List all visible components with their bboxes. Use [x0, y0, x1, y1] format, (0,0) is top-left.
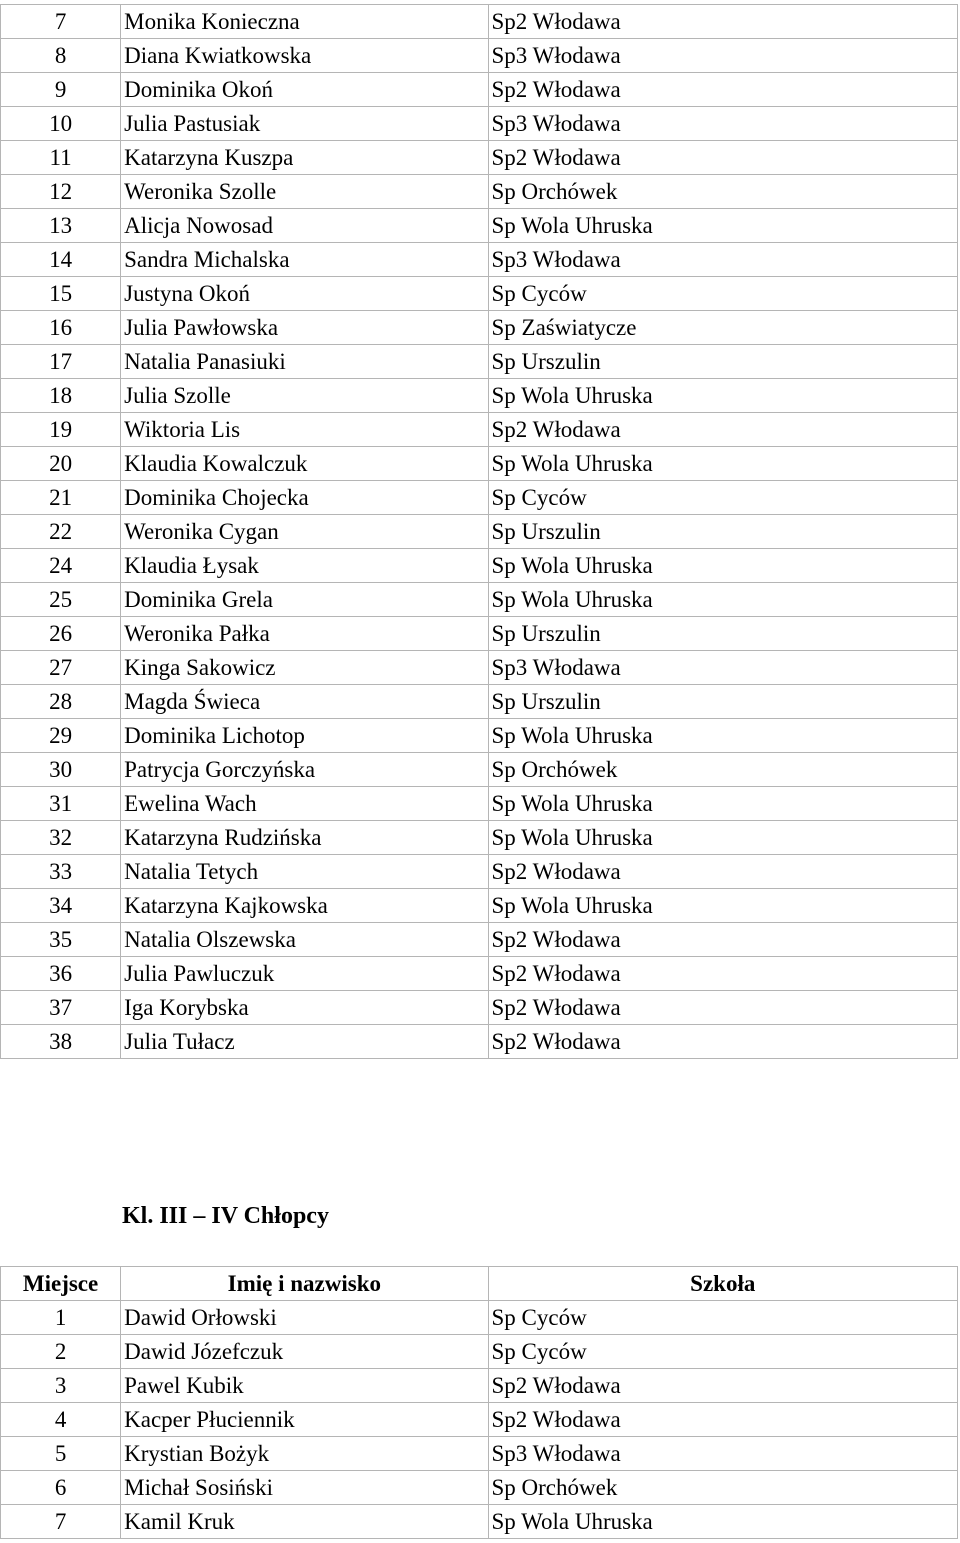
school-cell: Sp Wola Uhruska — [488, 821, 958, 855]
place-cell: 13 — [1, 209, 121, 243]
place-cell: 31 — [1, 787, 121, 821]
place-cell: 9 — [1, 73, 121, 107]
school-cell: Sp Orchówek — [488, 175, 958, 209]
table-row — [1, 311, 958, 345]
school-cell: Sp2 Włodawa — [488, 991, 958, 1025]
school-cell: Sp3 Włodawa — [488, 243, 958, 277]
school-cell: Sp2 Włodawa — [488, 141, 958, 175]
place-cell: 2 — [1, 1335, 121, 1369]
name-cell: Kamil Kruk — [121, 1505, 488, 1539]
boys-results-table — [0, 1266, 958, 1539]
name-cell: Michał Sosiński — [121, 1471, 488, 1505]
name-cell: Kacper Płuciennik — [121, 1403, 488, 1437]
table-row — [1, 1471, 958, 1505]
section-heading: Kl. III – IV Chłopcy — [122, 1203, 329, 1229]
place-cell: 30 — [1, 753, 121, 787]
table-row — [1, 379, 958, 413]
school-cell: Sp Wola Uhruska — [488, 583, 958, 617]
school-cell: Sp Wola Uhruska — [488, 719, 958, 753]
place-cell: 38 — [1, 1025, 121, 1059]
place-cell: 27 — [1, 651, 121, 685]
name-cell: Dominika Chojecka — [121, 481, 488, 515]
name-cell: Dominika Okoń — [121, 73, 488, 107]
table-row — [1, 787, 958, 821]
place-cell: 35 — [1, 923, 121, 957]
header-place: Miejsce — [1, 1267, 121, 1301]
table-row — [1, 39, 958, 73]
table-row — [1, 209, 958, 243]
table-row — [1, 175, 958, 209]
table-row — [1, 821, 958, 855]
school-cell: Sp2 Włodawa — [488, 1369, 958, 1403]
place-cell: 18 — [1, 379, 121, 413]
table-row — [1, 855, 958, 889]
name-cell: Natalia Panasiuki — [121, 345, 488, 379]
name-cell: Katarzyna Rudzińska — [121, 821, 488, 855]
school-cell: Sp Cyców — [488, 277, 958, 311]
school-cell: Sp Cyców — [488, 481, 958, 515]
table-row — [1, 515, 958, 549]
name-cell: Dominika Grela — [121, 583, 488, 617]
school-cell: Sp Wola Uhruska — [488, 787, 958, 821]
school-cell: Sp3 Włodawa — [488, 651, 958, 685]
name-cell: Dawid Józefczuk — [121, 1335, 488, 1369]
school-cell: Sp Wola Uhruska — [488, 549, 958, 583]
table-row — [1, 107, 958, 141]
school-cell: Sp Urszulin — [488, 617, 958, 651]
name-cell: Weronika Pałka — [121, 617, 488, 651]
table-row — [1, 651, 958, 685]
table-row — [1, 447, 958, 481]
table-row — [1, 991, 958, 1025]
school-cell: Sp Wola Uhruska — [488, 1505, 958, 1539]
school-cell: Sp2 Włodawa — [488, 923, 958, 957]
school-cell: Sp Urszulin — [488, 685, 958, 719]
place-cell: 4 — [1, 1403, 121, 1437]
school-cell: Sp2 Włodawa — [488, 5, 958, 39]
school-cell: Sp Wola Uhruska — [488, 889, 958, 923]
place-cell: 8 — [1, 39, 121, 73]
name-cell: Iga Korybska — [121, 991, 488, 1025]
school-cell: Sp Orchówek — [488, 753, 958, 787]
school-cell: Sp Urszulin — [488, 515, 958, 549]
name-cell: Magda Świeca — [121, 685, 488, 719]
place-cell: 14 — [1, 243, 121, 277]
table-row — [1, 617, 958, 651]
place-cell: 24 — [1, 549, 121, 583]
place-cell: 19 — [1, 413, 121, 447]
school-cell: Sp Cyców — [488, 1335, 958, 1369]
school-cell: Sp2 Włodawa — [488, 855, 958, 889]
table-row — [1, 957, 958, 991]
table-row — [1, 549, 958, 583]
school-cell: Sp Wola Uhruska — [488, 209, 958, 243]
name-cell: Julia Pawłowska — [121, 311, 488, 345]
place-cell: 3 — [1, 1369, 121, 1403]
school-cell: Sp2 Włodawa — [488, 413, 958, 447]
name-cell: Klaudia Kowalczuk — [121, 447, 488, 481]
place-cell: 26 — [1, 617, 121, 651]
girls-results-table — [0, 4, 958, 1059]
place-cell: 36 — [1, 957, 121, 991]
name-cell: Dominika Lichotop — [121, 719, 488, 753]
name-cell: Dawid Orłowski — [121, 1301, 488, 1335]
school-cell: Sp Wola Uhruska — [488, 447, 958, 481]
school-cell: Sp Wola Uhruska — [488, 379, 958, 413]
school-cell: Sp Orchówek — [488, 1471, 958, 1505]
place-cell: 5 — [1, 1437, 121, 1471]
school-cell: Sp3 Włodawa — [488, 1437, 958, 1471]
place-cell: 7 — [1, 1505, 121, 1539]
place-cell: 25 — [1, 583, 121, 617]
place-cell: 34 — [1, 889, 121, 923]
place-cell: 28 — [1, 685, 121, 719]
school-cell: Sp Zaświatycze — [488, 311, 958, 345]
table-row — [1, 243, 958, 277]
place-cell: 6 — [1, 1471, 121, 1505]
place-cell: 37 — [1, 991, 121, 1025]
place-cell: 29 — [1, 719, 121, 753]
name-cell: Natalia Tetych — [121, 855, 488, 889]
name-cell: Sandra Michalska — [121, 243, 488, 277]
place-cell: 21 — [1, 481, 121, 515]
name-cell: Katarzyna Kuszpa — [121, 141, 488, 175]
table-row — [1, 345, 958, 379]
place-cell: 7 — [1, 5, 121, 39]
name-cell: Katarzyna Kajkowska — [121, 889, 488, 923]
table-row — [1, 1335, 958, 1369]
table-row — [1, 1025, 958, 1059]
name-cell: Klaudia Łysak — [121, 549, 488, 583]
name-cell: Weronika Szolle — [121, 175, 488, 209]
school-cell: Sp3 Włodawa — [488, 39, 958, 73]
table-row — [1, 583, 958, 617]
name-cell: Julia Tułacz — [121, 1025, 488, 1059]
place-cell: 22 — [1, 515, 121, 549]
name-cell: Julia Pastusiak — [121, 107, 488, 141]
header-row — [1, 1267, 958, 1301]
name-cell: Julia Szolle — [121, 379, 488, 413]
school-cell: Sp2 Włodawa — [488, 73, 958, 107]
header-school: Szkoła — [488, 1267, 958, 1301]
school-cell: Sp3 Włodawa — [488, 107, 958, 141]
place-cell: 10 — [1, 107, 121, 141]
school-cell: Sp Cyców — [488, 1301, 958, 1335]
table-row — [1, 73, 958, 107]
place-cell: 16 — [1, 311, 121, 345]
place-cell: 20 — [1, 447, 121, 481]
place-cell: 12 — [1, 175, 121, 209]
table-row — [1, 1369, 958, 1403]
place-cell: 15 — [1, 277, 121, 311]
place-cell: 11 — [1, 141, 121, 175]
name-cell: Natalia Olszewska — [121, 923, 488, 957]
name-cell: Wiktoria Lis — [121, 413, 488, 447]
name-cell: Weronika Cygan — [121, 515, 488, 549]
name-cell: Pawel Kubik — [121, 1369, 488, 1403]
table-row — [1, 889, 958, 923]
table-row — [1, 141, 958, 175]
school-cell: Sp Urszulin — [488, 345, 958, 379]
table-row — [1, 923, 958, 957]
place-cell: 1 — [1, 1301, 121, 1335]
table-row — [1, 5, 958, 39]
name-cell: Patrycja Gorczyńska — [121, 753, 488, 787]
place-cell: 32 — [1, 821, 121, 855]
school-cell: Sp2 Włodawa — [488, 1025, 958, 1059]
place-cell: 33 — [1, 855, 121, 889]
girls-results-body — [1, 5, 958, 1059]
name-cell: Justyna Okoń — [121, 277, 488, 311]
name-cell: Diana Kwiatkowska — [121, 39, 488, 73]
name-cell: Alicja Nowosad — [121, 209, 488, 243]
table-row — [1, 1301, 958, 1335]
name-cell: Ewelina Wach — [121, 787, 488, 821]
table-row — [1, 277, 958, 311]
table-row — [1, 481, 958, 515]
name-cell: Krystian Bożyk — [121, 1437, 488, 1471]
table-row — [1, 1403, 958, 1437]
table-row — [1, 413, 958, 447]
school-cell: Sp2 Włodawa — [488, 1403, 958, 1437]
boys-results-body — [1, 1301, 958, 1539]
table-row — [1, 1437, 958, 1471]
table-row — [1, 753, 958, 787]
name-cell: Kinga Sakowicz — [121, 651, 488, 685]
table-row — [1, 685, 958, 719]
school-cell: Sp2 Włodawa — [488, 957, 958, 991]
name-cell: Monika Konieczna — [121, 5, 488, 39]
name-cell: Julia Pawluczuk — [121, 957, 488, 991]
place-cell: 17 — [1, 345, 121, 379]
table-row — [1, 1505, 958, 1539]
header-name: Imię i nazwisko — [121, 1267, 488, 1301]
table-row — [1, 719, 958, 753]
